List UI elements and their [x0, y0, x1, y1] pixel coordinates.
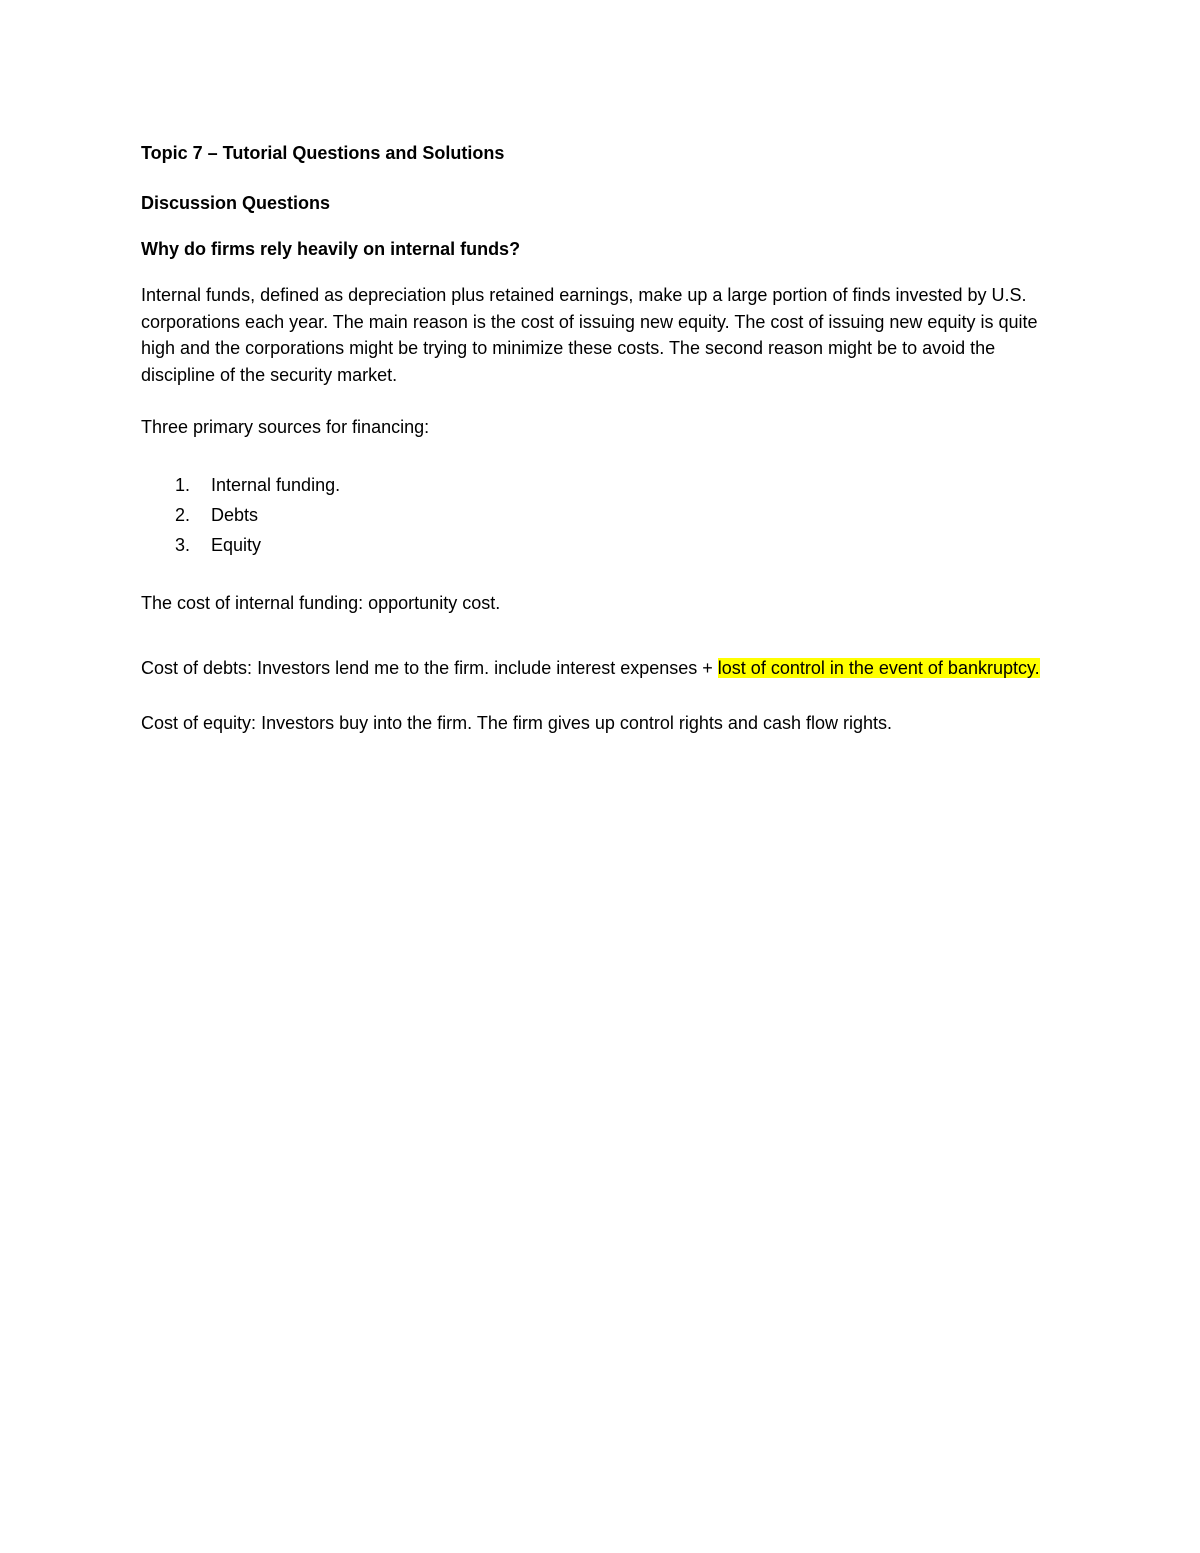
list-item-text: Debts — [211, 505, 259, 525]
cost-internal-line: The cost of internal funding: opportunity cost. — [141, 593, 501, 613]
list-item-number: 1. — [175, 475, 191, 495]
section-heading: Discussion Questions — [141, 193, 331, 213]
sources-intro: Three primary sources for financing: — [141, 417, 430, 437]
document-title: Topic 7 – Tutorial Questions and Solutions — [141, 143, 505, 163]
sources-list — [141, 470, 1056, 560]
list-item-text: Equity — [211, 535, 262, 555]
list-item-number: 2. — [175, 505, 191, 525]
cost-equity-text: Investors buy into the firm. The firm gives up control rights and cash flow rights. — [256, 713, 893, 733]
list-item — [141, 470, 1056, 500]
highlighted-text: lost of control in the event of bankruptcy. — [717, 658, 1040, 678]
list-item-text: Internal funding. — [211, 475, 341, 495]
answer-paragraph: Internal funds, defined as depreciation plus retained earnings, make up a large portion of finds invested by U.S. corporations each year. The main reason is the cost of issuing new equity. The cost of issuing new equity is quite high and the corporations might be trying to minimize these costs. The second reason might be to avoid the discipline of the security market. — [141, 285, 1038, 385]
question-heading: Why do firms rely heavily on internal funds? — [141, 239, 521, 259]
cost-debts-label: Cost of debts: — [141, 658, 253, 678]
list-item — [141, 500, 1056, 530]
cost-debts-line — [141, 652, 1056, 684]
list-item — [141, 530, 1056, 560]
cost-debts-text: Investors lend me to the firm. include interest expenses + — [252, 658, 718, 678]
list-item-number: 3. — [175, 535, 191, 555]
cost-equity-line — [141, 710, 1056, 736]
document-body — [141, 140, 1056, 736]
cost-equity-label: Cost of equity: — [141, 713, 257, 733]
